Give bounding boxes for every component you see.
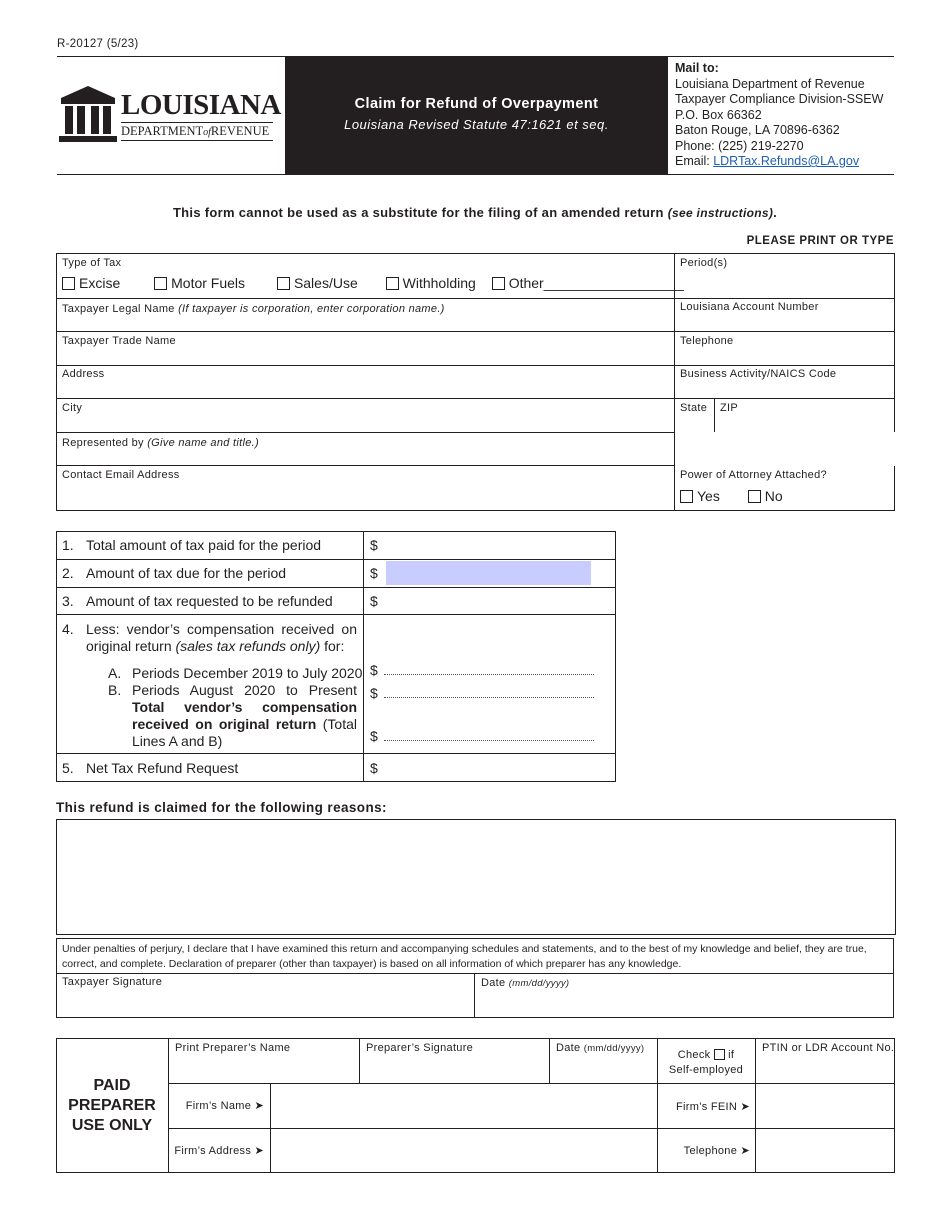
mail-to-block	[675, 61, 883, 170]
line-3-label: Amount of tax requested to be refunded	[86, 593, 333, 609]
motor-fuels-option[interactable]: Motor Fuels	[154, 275, 245, 291]
table-rule	[56, 559, 616, 560]
sales-use-option[interactable]: Sales/Use	[277, 275, 358, 291]
signature-date-label: Date (mm/dd/yyyy)	[481, 977, 570, 989]
table-divider	[363, 531, 364, 782]
line-1-number: 1.	[62, 537, 74, 553]
preparer-signature-label: Preparer’s Signature	[366, 1042, 474, 1054]
address-label: Address	[62, 368, 105, 380]
taxpayer-signature-label: Taxpayer Signature	[62, 976, 163, 988]
self-employed-check: Check if Self-employed	[668, 1049, 744, 1076]
preparer-divider	[359, 1038, 360, 1083]
telephone-label: Telephone	[680, 335, 734, 347]
grid-divider	[674, 432, 675, 511]
logo-rule	[121, 122, 273, 123]
preparer-date-label: Date (mm/dd/yyyy)	[556, 1042, 645, 1054]
ptin-label: PTIN or LDR Account No.	[762, 1042, 895, 1054]
withholding-checkbox[interactable]	[386, 277, 399, 290]
line-3-number: 3.	[62, 593, 74, 609]
account-number-label: Louisiana Account Number	[680, 301, 819, 313]
firm-fein-label: Firm’s FEIN ➤	[675, 1101, 750, 1113]
line-3-dollar: $	[370, 593, 378, 609]
line-2-number: 2.	[62, 565, 74, 581]
line-4a-amount[interactable]: $	[370, 662, 594, 678]
mail-email-row: Email: LDRTax.Refunds@LA.gov	[675, 154, 860, 168]
firm-address-field[interactable]	[272, 1130, 655, 1171]
grid-rule	[56, 298, 895, 299]
logo-rule-bottom	[121, 140, 273, 141]
taxpayer-signature-field[interactable]	[58, 990, 472, 1016]
line-2-dollar: $	[370, 565, 378, 581]
type-of-tax-label: Type of Tax	[62, 257, 122, 269]
address-field[interactable]	[58, 381, 672, 397]
grid-rule	[56, 331, 895, 332]
email-link[interactable]: LDRTax.Refunds@LA.gov	[713, 154, 860, 168]
ptin-field[interactable]	[757, 1056, 893, 1081]
poa-no-option[interactable]: No	[748, 488, 783, 504]
form-title: Claim for Refund of Overpayment	[354, 96, 599, 112]
line-5-label: Net Tax Refund Request	[86, 760, 239, 776]
sales-use-checkbox[interactable]	[277, 277, 290, 290]
table-rule	[56, 753, 616, 754]
preparer-telephone-field[interactable]	[757, 1130, 893, 1171]
table-rule	[56, 587, 616, 588]
line-4a-label: Periods December 2019 to July 2020	[132, 665, 363, 681]
grid-rule	[56, 398, 895, 399]
state-field[interactable]	[676, 415, 713, 431]
line-4b-label: Periods August 2020 to Present	[132, 682, 357, 698]
preparer-date-field[interactable]	[551, 1056, 655, 1081]
poa-label: Power of Attorney Attached?	[680, 469, 827, 481]
zip-field[interactable]	[716, 415, 893, 431]
grid-divider	[714, 398, 715, 432]
line-2-label: Amount of tax due for the period	[86, 565, 287, 581]
preparer-divider	[270, 1083, 271, 1173]
firm-fein-field[interactable]	[757, 1085, 893, 1126]
print-or-type-note: PLEASE PRINT OR TYPE	[746, 235, 894, 247]
legal-name-field[interactable]	[58, 316, 672, 330]
reasons-textarea[interactable]	[56, 819, 896, 935]
line-4-label: Less: vendor’s compensation received on original return (sales tax refunds only) for:	[86, 621, 357, 654]
contact-email-field[interactable]	[58, 484, 672, 508]
firm-address-label: Firm’s Address ➤	[174, 1145, 264, 1157]
line-1-dollar: $	[370, 537, 378, 553]
periods-label: Period(s)	[680, 257, 728, 269]
line-4-total-label: Total vendor’s compensation received on original return (Total Lines A and B)	[132, 699, 358, 749]
line-5-dollar: $	[370, 760, 378, 776]
contact-email-label: Contact Email Address	[62, 469, 180, 481]
poa-yes-checkbox[interactable]	[680, 490, 693, 503]
mail-line: Baton Rouge, LA 70896-6362	[675, 123, 840, 137]
line-5-amount-field[interactable]	[386, 756, 591, 778]
zip-label: ZIP	[720, 402, 739, 414]
preparer-telephone-label: Telephone ➤	[683, 1145, 750, 1157]
reasons-heading: This refund is claimed for the following reasons:	[56, 800, 387, 815]
represented-by-label: Represented by (Give name and title.)	[62, 437, 259, 449]
naics-label: Business Activity/NAICS Code	[680, 368, 837, 380]
mail-to-label: Mail to:	[675, 61, 719, 75]
line-4-total-amount[interactable]: $	[370, 728, 594, 744]
self-employed-checkbox[interactable]	[714, 1049, 725, 1060]
form-subtitle: Louisiana Revised Statute 47:1621 et seq.	[344, 117, 609, 132]
logo-wordmark: LOUISIANA	[121, 89, 281, 121]
other-option[interactable]: Other__________________	[492, 275, 684, 291]
trade-name-field[interactable]	[58, 348, 672, 364]
excise-checkbox[interactable]	[62, 277, 75, 290]
poa-no-checkbox[interactable]	[748, 490, 761, 503]
naics-field[interactable]	[676, 381, 893, 397]
legal-name-label: Taxpayer Legal Name (If taxpayer is corporation, enter corporation name.)	[62, 303, 445, 315]
preparer-name-field[interactable]	[170, 1056, 357, 1081]
other-checkbox[interactable]	[492, 277, 505, 290]
amended-return-notice: This form cannot be used as a substitute for the filing of an amended return (see instructions).	[172, 205, 778, 220]
mail-line: Taxpayer Compliance Division-SSEW	[675, 92, 884, 106]
preparer-rule	[168, 1083, 895, 1084]
header-bottom-rule	[57, 174, 894, 175]
excise-option[interactable]: Excise	[62, 275, 120, 291]
firm-name-field[interactable]	[272, 1085, 655, 1126]
preparer-divider	[755, 1038, 756, 1173]
line-4-number: 4.	[62, 621, 74, 637]
perjury-declaration: Under penalties of perjury, I declare that I have examined this return and accompanying schedules and statements, and to the best of my knowledge and belief, they are true, correct, and complete. Declaration of preparer (other than taxpayer) is based on all information of which preparer has any knowledge.	[62, 943, 867, 970]
form-id: R-20127 (5/23)	[57, 38, 139, 50]
trade-name-label: Taxpayer Trade Name	[62, 335, 176, 347]
preparer-rule	[168, 1128, 895, 1129]
grid-rule	[56, 365, 895, 366]
city-label: City	[62, 402, 83, 414]
motor-fuels-checkbox[interactable]	[154, 277, 167, 290]
city-field[interactable]	[58, 415, 672, 431]
table-rule	[56, 614, 616, 615]
preparer-divider	[549, 1038, 550, 1083]
mail-line: P.O. Box 66362	[675, 107, 762, 122]
title-block	[285, 57, 668, 174]
declaration-rule	[56, 973, 894, 974]
capitol-icon	[57, 84, 119, 146]
line-4a-letter: A.	[108, 665, 122, 681]
line-4b-letter: B.	[108, 682, 122, 698]
line-5-number: 5.	[62, 760, 74, 776]
declaration-divider	[474, 973, 475, 1018]
poa-options	[680, 488, 783, 504]
ldr-logo	[57, 84, 279, 146]
mail-line: Louisiana Department of Revenue	[675, 76, 865, 91]
line-1-label: Total amount of tax paid for the period	[86, 537, 322, 553]
mail-line: Phone: (225) 219-2270	[675, 138, 804, 153]
line-4b-amount[interactable]: $	[370, 685, 594, 701]
withholding-option[interactable]: Withholding	[386, 275, 476, 291]
tax-type-options	[62, 275, 684, 291]
represented-by-field[interactable]	[58, 450, 893, 464]
preparer-name-label: Print Preparer’s Name	[175, 1042, 291, 1054]
periods-field[interactable]	[676, 272, 893, 296]
state-label: State	[680, 402, 708, 414]
preparer-signature-field[interactable]	[361, 1056, 547, 1081]
signature-date-field[interactable]	[476, 992, 892, 1016]
line-3-amount-field[interactable]	[386, 590, 591, 612]
poa-yes-option[interactable]: Yes	[680, 488, 720, 504]
line-1-amount-field[interactable]	[386, 534, 591, 556]
telephone-field[interactable]	[676, 348, 893, 364]
account-number-field[interactable]	[676, 314, 893, 330]
logo-department: DEPARTMENTofREVENUE	[121, 124, 270, 138]
line-2-amount-field[interactable]	[386, 561, 591, 585]
firm-name-label: Firm’s Name ➤	[185, 1100, 264, 1112]
paid-preparer-heading: PAID PREPARER USE ONLY	[68, 1077, 156, 1134]
